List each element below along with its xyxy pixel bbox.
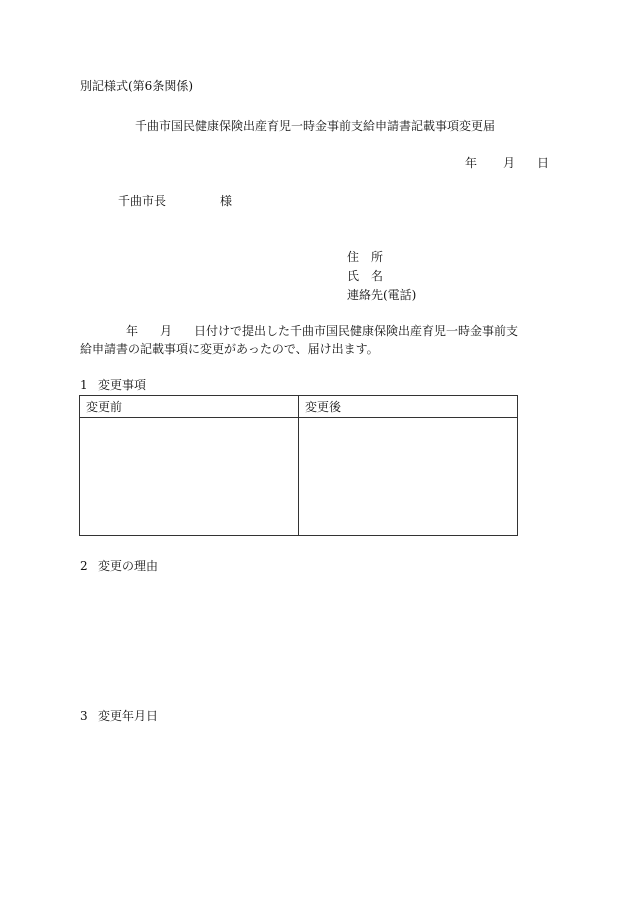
applicant-address-label: 住 所 bbox=[347, 250, 384, 264]
section-label: 変更の理由 bbox=[98, 559, 159, 573]
section-label: 変更年月日 bbox=[98, 709, 159, 723]
addressee-name: 千曲市長 bbox=[118, 194, 167, 208]
applicant-block bbox=[347, 249, 416, 306]
section-change-date bbox=[80, 708, 158, 724]
header-before: 変更前 bbox=[80, 396, 299, 418]
date-day: 日 bbox=[537, 156, 550, 170]
header-after: 変更後 bbox=[299, 396, 518, 418]
notice-month: 月 bbox=[160, 324, 173, 338]
cell-after[interactable] bbox=[299, 418, 518, 536]
document-title: 千曲市国民健康保険出産育児一時金事前支給申請書記載事項変更届 bbox=[134, 119, 495, 133]
form-label: 別記様式(第6条関係) bbox=[80, 79, 193, 93]
section-change-items bbox=[80, 377, 146, 393]
notice-paragraph bbox=[80, 322, 520, 358]
section-change-reason bbox=[80, 558, 158, 574]
addressee bbox=[118, 193, 232, 209]
section-number: 3 bbox=[80, 709, 88, 723]
section-number: 2 bbox=[80, 559, 88, 573]
change-table bbox=[79, 395, 518, 536]
table-header-row bbox=[80, 396, 518, 418]
section-number: 1 bbox=[80, 378, 88, 392]
date-year: 年 bbox=[465, 156, 478, 170]
notice-text: 日付けで提出した千曲市国民健康保険出産育児一時金事前支給申請書の記載事項に変更があったので、届け出ます。 bbox=[80, 324, 519, 356]
notice-year: 年 bbox=[126, 324, 139, 338]
date-month: 月 bbox=[503, 156, 516, 170]
table-row bbox=[80, 418, 518, 536]
addressee-honorific: 様 bbox=[220, 194, 233, 208]
applicant-contact-label: 連絡先(電話) bbox=[347, 288, 417, 302]
date-line bbox=[465, 155, 549, 171]
applicant-name-label: 氏 名 bbox=[347, 269, 384, 283]
cell-before[interactable] bbox=[80, 418, 299, 536]
section-label: 変更事項 bbox=[98, 378, 147, 392]
